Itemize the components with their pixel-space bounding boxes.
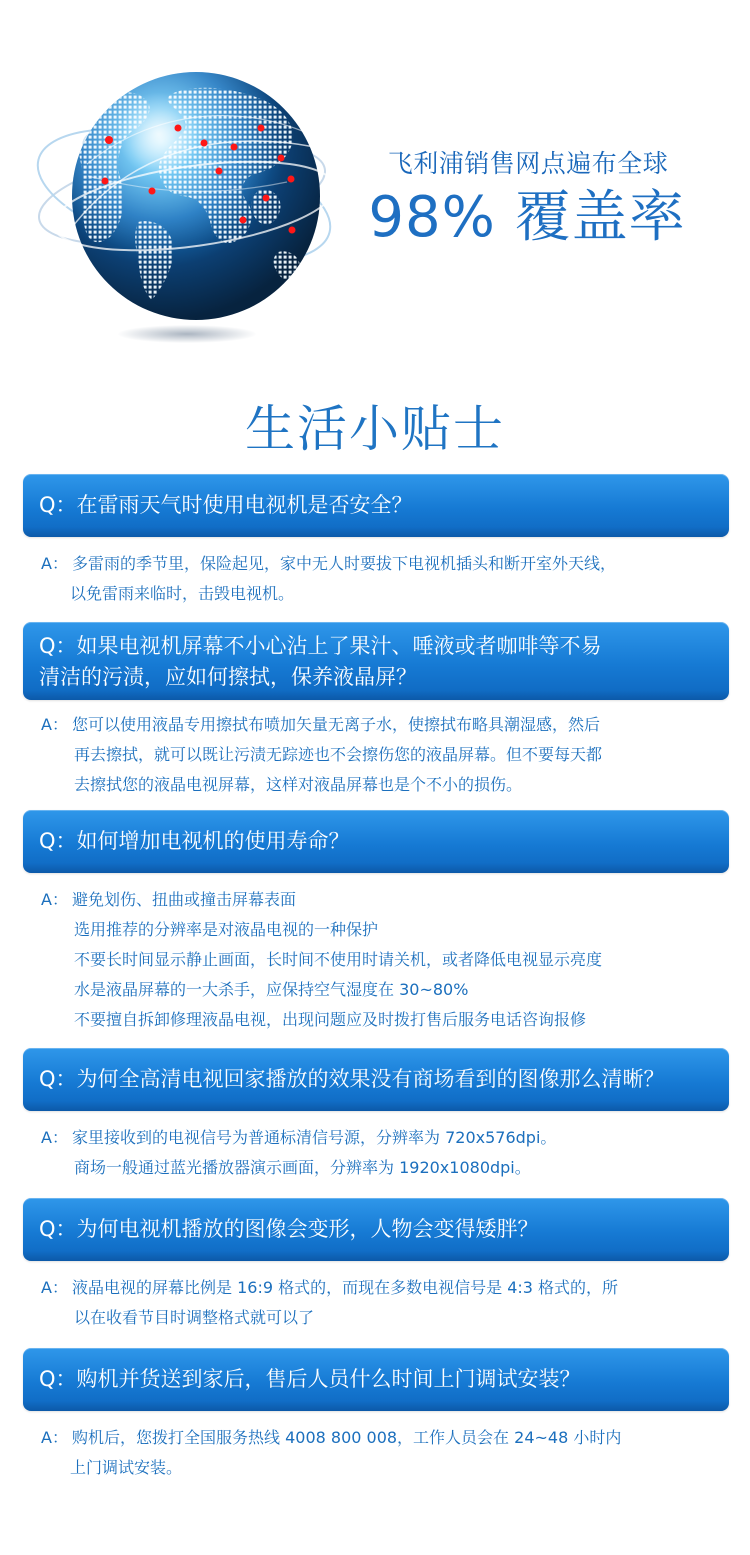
- answer-prefix: A：: [41, 1278, 68, 1297]
- hero-banner: [0, 0, 750, 360]
- answer-line: 不要擅自拆卸修理液晶电视，出现问题应及时拨打售后服务电话咨询报修: [74, 1010, 587, 1029]
- globe-shadow: [118, 325, 256, 343]
- network-headline: 飞利浦销售网点遍布全球: [387, 149, 669, 178]
- answer-line: 购机后，您拨打全国服务热线 4008 800 008，工作人员会在 24~48 小时内: [72, 1428, 622, 1447]
- question-text: Q：为何电视机播放的图像会变形，人物会变得矮胖？: [39, 1217, 539, 1241]
- answer-line: 以免雷雨来临时，击毁电视机。: [70, 584, 295, 603]
- question-bar-1: [23, 474, 729, 537]
- answer-line: 上门调试安装。: [70, 1458, 183, 1477]
- coverage-rate: 98% 覆盖率: [368, 185, 686, 250]
- answer-prefix: A：: [41, 890, 68, 909]
- answer-prefix: A：: [41, 1428, 68, 1447]
- question-bar-5: [23, 1198, 729, 1261]
- question-text: Q：如果电视机屏幕不小心沾上了果汁、唾液或者咖啡等不易 清洁的污渍，应如何擦拭，保养液晶屏？: [39, 634, 602, 689]
- answer-prefix: A：: [41, 554, 68, 573]
- answer-line: 多雷雨的季节里，保险起见，家中无人时要拔下电视机插头和断开室外天线，: [72, 554, 617, 573]
- answer-block-6: [41, 1423, 721, 1483]
- answer-line: 选用推荐的分辨率是对液晶电视的一种保护: [74, 920, 379, 939]
- answer-line: 以在收看节目时调整格式就可以了: [74, 1308, 315, 1327]
- answer-line: 您可以使用液晶专用擦拭布喷加矢量无离子水，使擦拭布略具潮湿感，然后: [72, 715, 601, 734]
- answer-block-5: [41, 1273, 721, 1333]
- question-bar-2: [23, 622, 729, 700]
- answer-block-2: [41, 710, 721, 800]
- tips-title: 生活小贴士: [245, 400, 505, 458]
- question-text: Q：为何全高清电视回家播放的效果没有商场看到的图像那么清晰？: [39, 1067, 665, 1091]
- question-bar-3: [23, 810, 729, 873]
- answer-block-4: [41, 1123, 721, 1183]
- answer-line: 液晶电视的屏幕比例是 16:9 格式的，而现在多数电视信号是 4:3 格式的，所: [72, 1278, 619, 1297]
- answer-block-1: [41, 549, 721, 609]
- globe-illustration: [28, 70, 340, 350]
- question-text: Q：如何增加电视机的使用寿命？: [39, 829, 350, 853]
- answer-block-3: [41, 885, 721, 1035]
- answer-line: 水是液晶屏幕的一大杀手，应保持空气湿度在 30~80%: [74, 980, 469, 999]
- question-text: Q：购机并货送到家后，售后人员什么时间上门调试安装？: [39, 1367, 581, 1391]
- answer-line: 再去擦拭，就可以既让污渍无踪迹也不会擦伤您的液晶屏幕。但不要每天都: [74, 745, 603, 764]
- answer-line: 不要长时间显示静止画面，长时间不使用时请关机，或者降低电视显示亮度: [74, 950, 603, 969]
- answer-line: 商场一般通过蓝光播放器演示画面，分辨率为 1920x1080dpi。: [74, 1158, 531, 1177]
- answer-prefix: A：: [41, 715, 68, 734]
- question-text: Q：在雷雨天气时使用电视机是否安全？: [39, 493, 413, 517]
- answer-line: 家里接收到的电视信号为普通标清信号源，分辨率为 720x576dpi。: [72, 1128, 557, 1147]
- answer-prefix: A：: [41, 1128, 68, 1147]
- question-bar-4: [23, 1048, 729, 1111]
- answer-line: 去擦拭您的液晶电视屏幕，这样对液晶屏幕也是个不小的损伤。: [74, 775, 523, 794]
- answer-line: 避免划伤、扭曲或撞击屏幕表面: [72, 890, 297, 909]
- question-bar-6: [23, 1348, 729, 1411]
